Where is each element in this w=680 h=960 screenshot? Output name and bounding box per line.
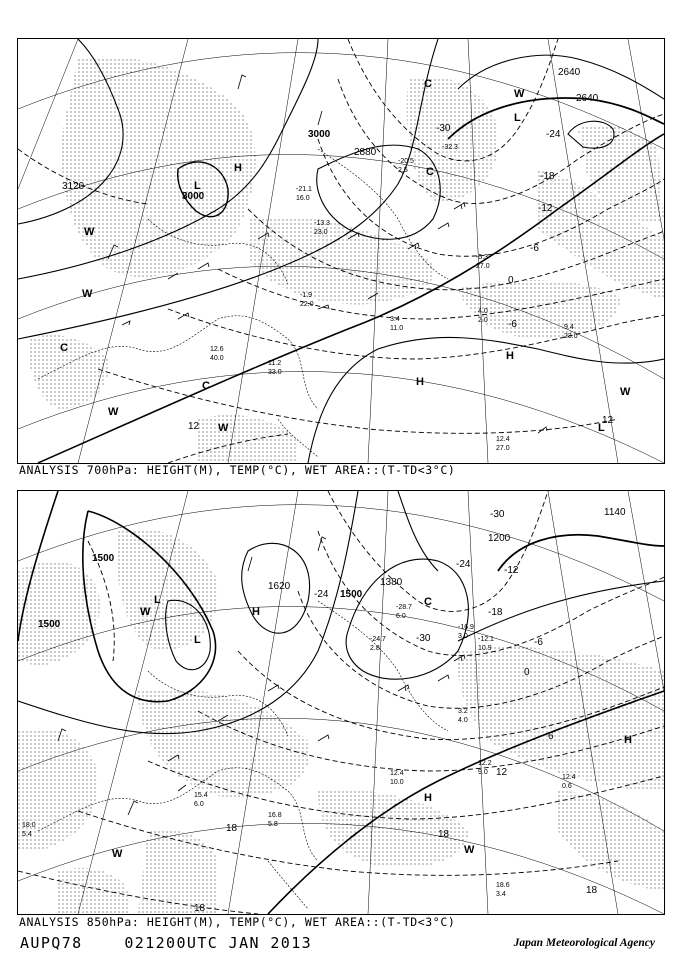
svg-text:-21.1: -21.1 bbox=[296, 186, 312, 193]
isotherm-label: -18 bbox=[488, 607, 503, 618]
svg-text:-32.3: -32.3 bbox=[442, 144, 458, 151]
isotherm-label: -30 bbox=[416, 633, 431, 644]
svg-text:-24.7: -24.7 bbox=[370, 636, 386, 643]
panel-850-caption: ANALYSIS 850hPa: HEIGHT(M), TEMP(°C), WET AREA::(T-TD<3°C) bbox=[19, 915, 456, 929]
panel-700-caption: ANALYSIS 700hPa: HEIGHT(M), TEMP(°C), WET AREA::(T-TD<3°C) bbox=[19, 463, 456, 477]
station-plot bbox=[476, 254, 490, 270]
svg-text:27.0: 27.0 bbox=[476, 263, 490, 270]
svg-text:12.4: 12.4 bbox=[496, 436, 510, 443]
isotherm-label: -12 bbox=[504, 565, 519, 576]
svg-text:11.2: 11.2 bbox=[268, 360, 282, 367]
svg-text:16.8: 16.8 bbox=[268, 812, 282, 819]
isotherm-label: 18 bbox=[586, 885, 598, 896]
height-label: 1200 bbox=[488, 533, 511, 544]
isotherm-label: -6 bbox=[534, 637, 543, 648]
svg-text:4.0: 4.0 bbox=[478, 308, 488, 315]
svg-text:-16.9: -16.9 bbox=[458, 624, 474, 631]
svg-text:6.0: 6.0 bbox=[396, 613, 406, 620]
svg-text:40.0: 40.0 bbox=[210, 355, 224, 362]
station-plot bbox=[370, 636, 386, 652]
isotherm-label: -24 bbox=[456, 559, 471, 570]
high-marker: H bbox=[624, 734, 632, 746]
low-marker: L bbox=[598, 422, 605, 434]
cold-center-marker: C bbox=[424, 78, 432, 90]
wet-area-stipple bbox=[28, 56, 664, 463]
product-header bbox=[20, 934, 312, 952]
warm-center-marker: W bbox=[82, 288, 93, 300]
svg-text:27.0: 27.0 bbox=[496, 445, 510, 452]
isotherm-label: 12 bbox=[496, 767, 508, 778]
station-plot bbox=[390, 316, 403, 332]
high-marker: H bbox=[506, 350, 514, 362]
high-marker: H bbox=[252, 606, 260, 618]
high-marker: H bbox=[416, 376, 424, 388]
high-marker: H bbox=[424, 792, 432, 804]
height-label: 1500 bbox=[340, 589, 363, 600]
station-plot bbox=[442, 144, 458, 151]
svg-text:11.0: 11.0 bbox=[390, 325, 404, 332]
station-plot bbox=[496, 882, 510, 898]
warm-center-marker: W bbox=[218, 422, 229, 434]
svg-text:5.4: 5.4 bbox=[22, 831, 32, 838]
station-plot bbox=[268, 360, 282, 376]
svg-text:22.0: 22.0 bbox=[300, 301, 314, 308]
warm-center-marker: W bbox=[140, 606, 151, 618]
svg-text:12.4: 12.4 bbox=[390, 770, 404, 777]
height-label: 3000 bbox=[182, 191, 205, 202]
isotherm-label: 12 bbox=[602, 415, 614, 426]
svg-text:23.0: 23.0 bbox=[314, 229, 328, 236]
station-plot bbox=[458, 624, 474, 640]
station-plot bbox=[396, 604, 412, 620]
svg-text:9.0: 9.0 bbox=[478, 769, 488, 776]
height-label: 3000 bbox=[308, 129, 331, 140]
isotherm-label: -24 bbox=[314, 589, 329, 600]
warm-center-marker: W bbox=[112, 848, 123, 860]
agency-name: Japan Meteorological Agency bbox=[513, 937, 655, 949]
isotherm-label: 12 bbox=[188, 421, 200, 432]
station-plot bbox=[210, 346, 224, 362]
height-label: 3120 bbox=[62, 181, 85, 192]
height-label: 2640 bbox=[576, 93, 599, 104]
svg-text:-5.3: -5.3 bbox=[476, 254, 489, 261]
svg-text:-28.7: -28.7 bbox=[396, 604, 412, 611]
station-plot bbox=[300, 292, 314, 308]
svg-text:4.0: 4.0 bbox=[458, 717, 468, 724]
low-marker: L bbox=[154, 594, 161, 606]
isotherm-label: 18 bbox=[226, 823, 238, 834]
station-plot bbox=[268, 812, 282, 828]
svg-text:16.0: 16.0 bbox=[296, 195, 310, 202]
station-plot bbox=[390, 770, 404, 786]
isotherm-label: 18 bbox=[194, 903, 206, 914]
height-label: 1140 bbox=[604, 507, 626, 518]
svg-text:0.6: 0.6 bbox=[562, 783, 572, 790]
svg-text:6.0: 6.0 bbox=[194, 801, 204, 808]
isotherm-label: 0 bbox=[524, 667, 530, 678]
cold-center-marker: C bbox=[426, 166, 434, 178]
valid-time: 021200UTC JAN 2013 bbox=[124, 934, 313, 952]
height-label: 2640 bbox=[558, 67, 581, 78]
isotherm-label: -24 bbox=[546, 129, 561, 140]
product-id: AUPQ78 bbox=[20, 934, 83, 952]
svg-text:18.0: 18.0 bbox=[22, 822, 36, 829]
map-850hpa-svg bbox=[18, 491, 664, 914]
svg-text:-1.9: -1.9 bbox=[300, 292, 313, 299]
isotherm-label: 0 bbox=[508, 275, 514, 286]
cold-center-marker: C bbox=[424, 596, 432, 608]
svg-text:2.5: 2.5 bbox=[398, 167, 408, 174]
station-plot bbox=[458, 708, 468, 724]
svg-text:5.8: 5.8 bbox=[268, 821, 278, 828]
svg-text:10.0: 10.0 bbox=[390, 779, 404, 786]
svg-text:12.6: 12.6 bbox=[210, 346, 224, 353]
isotherm-label: 18 bbox=[438, 829, 450, 840]
svg-text:3.4: 3.4 bbox=[390, 316, 400, 323]
isotherm-label: -12 bbox=[538, 203, 553, 214]
isotherm-label: -18 bbox=[540, 171, 555, 182]
low-marker: L bbox=[194, 634, 201, 646]
svg-text:12.2: 12.2 bbox=[478, 760, 492, 767]
warm-center-marker: W bbox=[108, 406, 119, 418]
high-marker: H bbox=[234, 162, 242, 174]
low-marker: L bbox=[514, 112, 521, 124]
height-label: 1620 bbox=[268, 581, 291, 592]
station-plot bbox=[296, 186, 312, 202]
isotherm-label: -6 bbox=[508, 319, 517, 330]
svg-text:10.9: 10.9 bbox=[478, 645, 492, 652]
cold-center-marker: C bbox=[202, 380, 210, 392]
height-label: 2880 bbox=[354, 147, 377, 158]
warm-center-marker: W bbox=[464, 844, 475, 856]
map-panel-850hpa bbox=[17, 490, 665, 915]
svg-text:15.4: 15.4 bbox=[194, 792, 208, 799]
height-label: 1500 bbox=[92, 553, 115, 564]
isotherm-label: 6 bbox=[548, 731, 554, 742]
station-plot bbox=[496, 436, 510, 452]
warm-center-marker: W bbox=[84, 226, 95, 238]
height-label: 1380 bbox=[380, 577, 403, 588]
svg-text:2.0: 2.0 bbox=[478, 317, 488, 324]
svg-text:-12.1: -12.1 bbox=[478, 636, 494, 643]
warm-center-marker: W bbox=[620, 386, 631, 398]
warm-center-marker: W bbox=[514, 88, 525, 100]
cold-center-marker: C bbox=[60, 342, 68, 354]
svg-text:9.4: 9.4 bbox=[564, 324, 574, 331]
svg-text:3.0: 3.0 bbox=[458, 633, 468, 640]
svg-text:3.2: 3.2 bbox=[458, 708, 468, 715]
station-plot bbox=[194, 792, 208, 808]
svg-text:33.0: 33.0 bbox=[268, 369, 282, 376]
svg-text:2.8: 2.8 bbox=[370, 645, 380, 652]
height-label: 1500 bbox=[38, 619, 61, 630]
isotherm-label: -30 bbox=[436, 123, 451, 134]
isotherm-label: -6 bbox=[530, 243, 539, 254]
isotherm-label: -30 bbox=[490, 509, 505, 520]
svg-text:23.0: 23.0 bbox=[564, 333, 578, 340]
svg-text:3.4: 3.4 bbox=[496, 891, 506, 898]
svg-text:18.6: 18.6 bbox=[496, 882, 510, 889]
low-marker: L bbox=[194, 180, 201, 192]
svg-text:-20.5: -20.5 bbox=[398, 158, 414, 165]
svg-text:12.4: 12.4 bbox=[562, 774, 576, 781]
svg-text:-13.3: -13.3 bbox=[314, 220, 330, 227]
map-panel-700hpa bbox=[17, 38, 665, 464]
map-700hpa-svg bbox=[18, 39, 664, 463]
